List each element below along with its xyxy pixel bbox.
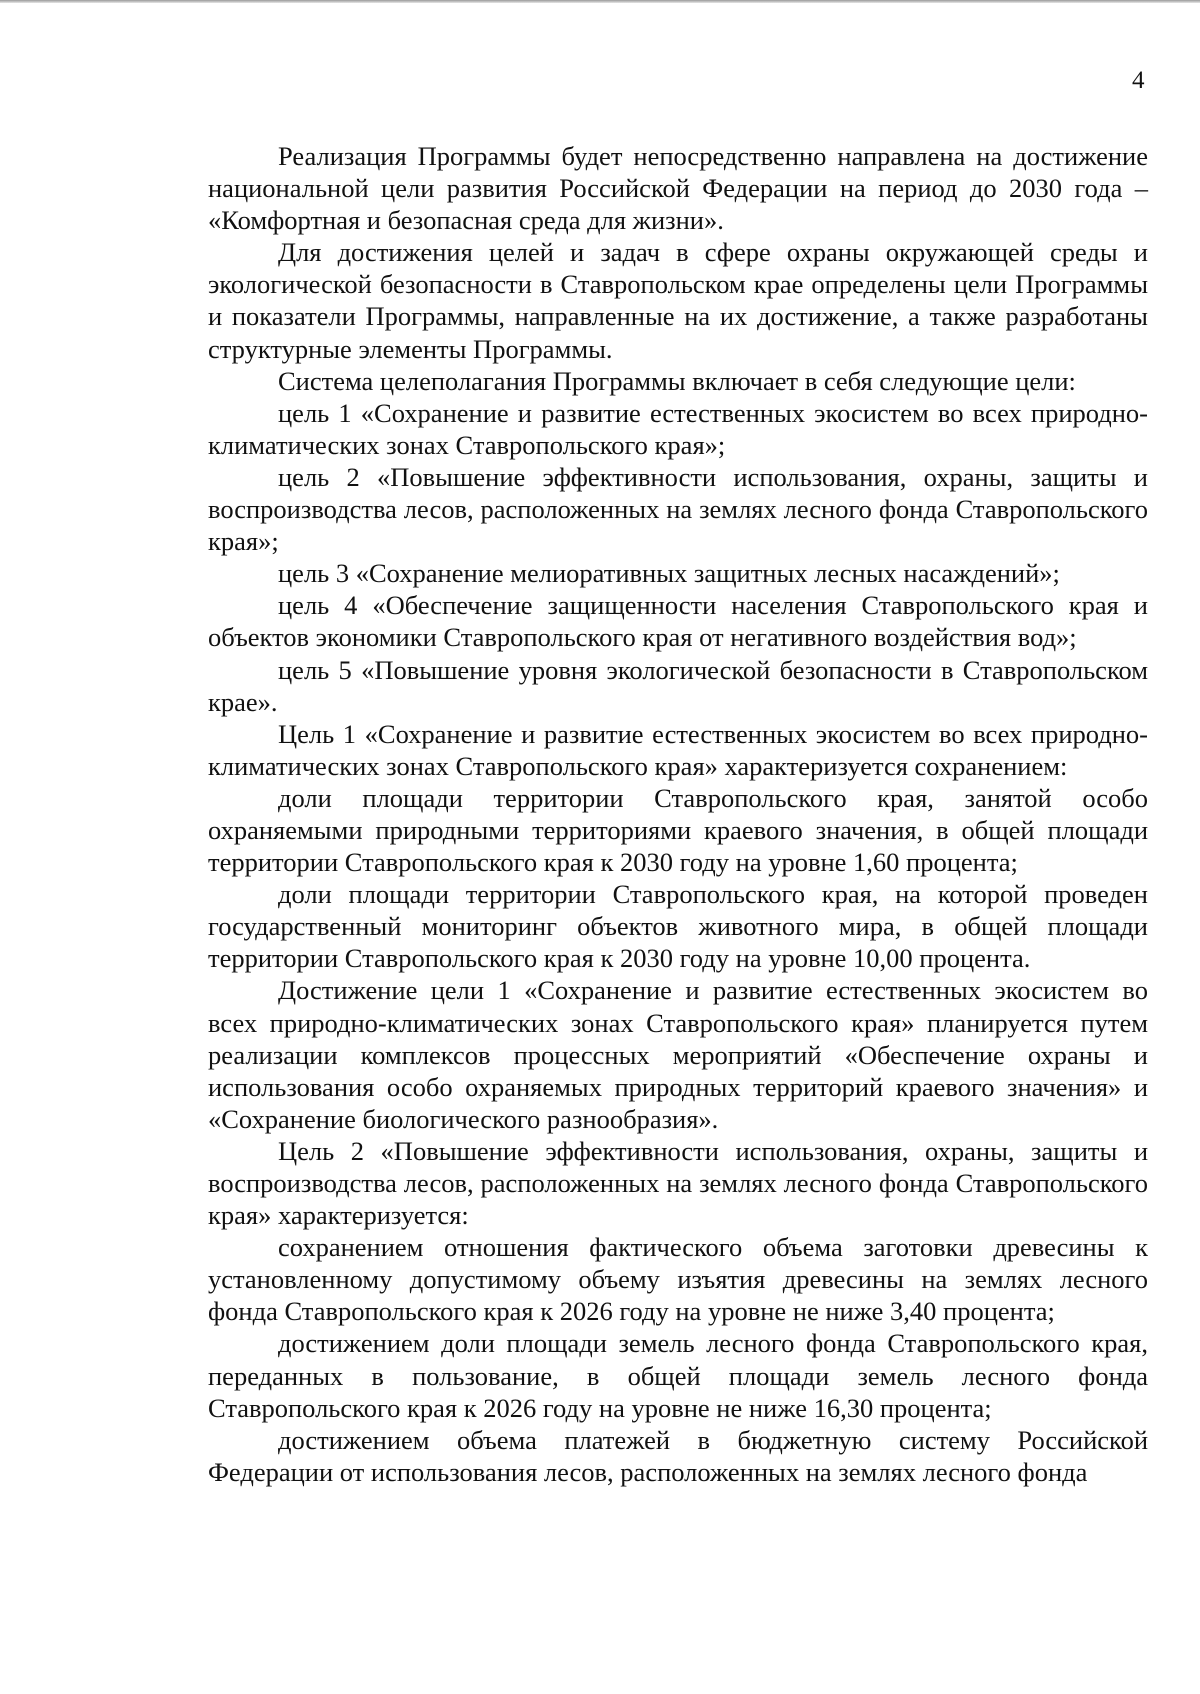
- indicator-item: сохранением отношения фактического объема заготовки древесины к установленному допустимому объему изъятия древесины на землях лесного фонда Ставропольского края к 2026 году на уровне не ниже 3,40 процента;: [208, 1232, 1148, 1327]
- paragraph: Реализация Программы будет непосредственно направлена на достижение национальной цели развития Российской Федерации на период до 2030 года – «Комфортная и безопасная среда для жизни».: [208, 141, 1148, 236]
- paragraph: Достижение цели 1 «Сохранение и развитие естественных экосистем во всех природно-климатических зонах Ставропольского края» планируется путем реализации комплексов процессных мероприятий «Обеспечение охраны и использования особо охраняемых природных территорий краевого значения» и «Сохранение биологического разнообразия».: [208, 975, 1148, 1134]
- scan-edge-line: [0, 0, 1200, 3]
- indicator-item: достижением объема платежей в бюджетную систему Российской Федерации от использования лесов, расположенных на землях лесного фонда: [208, 1424, 1148, 1487]
- indicator-item: доли площади территории Ставропольского края, на которой проведен государственный мониторинг объектов животного мира, в общей площади территории Ставропольского края к 2030 году на уровне 10,00 процента.: [208, 879, 1148, 974]
- paragraph: Для достижения целей и задач в сфере охраны окружающей среды и экологической безопасности в Ставропольском крае определены цели Программы и показатели Программы, направленные на их достижение, а также разработаны структурные элементы Программы.: [208, 237, 1148, 364]
- paragraph: Цель 2 «Повышение эффективности использования, охраны, защиты и воспроизводства лесов, расположенных на землях лесного фонда Ставропольского края» характеризуется:: [208, 1135, 1148, 1231]
- paragraph: Цель 1 «Сохранение и развитие естественных экосистем во всех природно-климатических зонах Ставропольского края» характеризуется сохранением:: [208, 718, 1148, 781]
- indicator-item: достижением доли площади земель лесного фонда Ставропольского края, переданных в пользование, в общей площади земель лесного фонда Ставропольского края к 2026 году на уровне не ниже 16,30 процента;: [208, 1328, 1148, 1423]
- goal-item: цель 2 «Повышение эффективности использования, охраны, защиты и воспроизводства лесов, расположенных на землях лесного фонда Ставропольского края»;: [208, 461, 1148, 557]
- goal-item: цель 4 «Обеспечение защищенности населения Ставропольского края и объектов экономики Ставропольского края от негативного воздействия вод»;: [208, 590, 1148, 653]
- goal-item: цель 1 «Сохранение и развитие естественных экосистем во всех природно-климатических зонах Ставропольского края»;: [208, 397, 1148, 460]
- goal-item: цель 3 «Сохранение мелиоративных защитных лесных насаждений»;: [278, 558, 1060, 589]
- goal-item: цель 5 «Повышение уровня экологической безопасности в Ставропольском крае».: [208, 654, 1148, 717]
- document-body: [208, 140, 1148, 1488]
- page-number: 4: [1132, 67, 1145, 94]
- indicator-item: доли площади территории Ставропольского края, занятой особо охраняемыми природными территориями краевого значения, в общей площади территории Ставропольского края к 2030 году на уровне 1,60 процента;: [208, 782, 1148, 878]
- paragraph: Система целеполагания Программы включает в себя следующие цели:: [278, 365, 1076, 396]
